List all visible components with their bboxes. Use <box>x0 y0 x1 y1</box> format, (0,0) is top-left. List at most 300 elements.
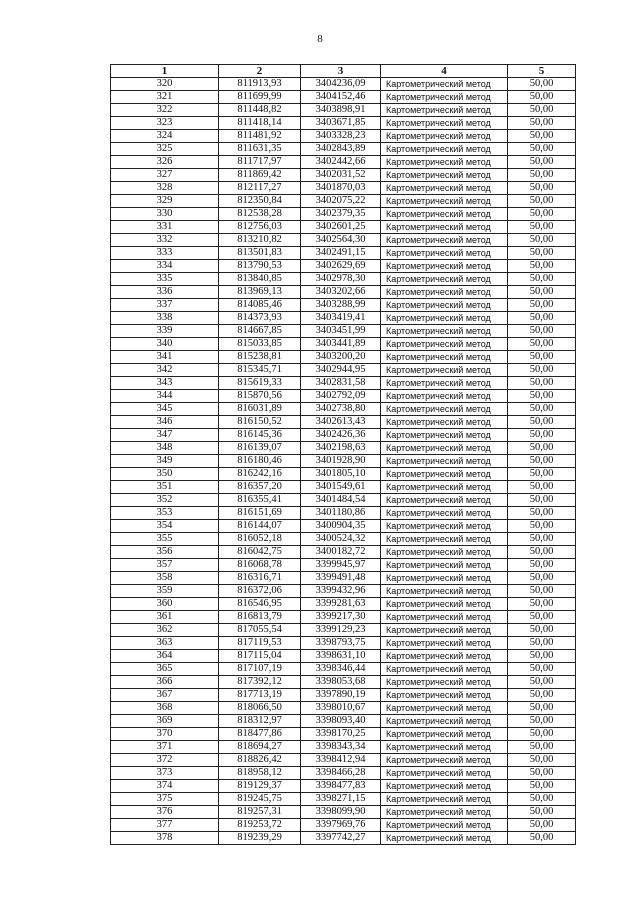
x-coordinate-cell: 811717,97 <box>219 156 301 169</box>
y-coordinate-cell: 3399491,48 <box>301 572 381 585</box>
x-coordinate-cell: 816150,52 <box>219 416 301 429</box>
method-cell: Картометрический метод <box>381 572 508 585</box>
y-coordinate-cell: 3404236,09 <box>301 78 381 91</box>
table-row <box>111 117 576 130</box>
table-row <box>111 364 576 377</box>
table-row <box>111 507 576 520</box>
point-number-cell: 363 <box>111 637 219 650</box>
method-cell: Картометрический метод <box>381 182 508 195</box>
method-cell: Картометрический метод <box>381 351 508 364</box>
y-coordinate-cell: 3401870,03 <box>301 182 381 195</box>
table-row <box>111 793 576 806</box>
y-coordinate-cell: 3397890,19 <box>301 689 381 702</box>
x-coordinate-cell: 818694,27 <box>219 741 301 754</box>
accuracy-cell: 50,00 <box>508 442 576 455</box>
table-row <box>111 416 576 429</box>
x-coordinate-cell: 816031,89 <box>219 403 301 416</box>
accuracy-cell: 50,00 <box>508 390 576 403</box>
table-row <box>111 234 576 247</box>
method-cell: Картометрический метод <box>381 117 508 130</box>
point-number-cell: 378 <box>111 832 219 845</box>
y-coordinate-cell: 3398010,67 <box>301 702 381 715</box>
method-cell: Картометрический метод <box>381 676 508 689</box>
y-coordinate-cell: 3404152,46 <box>301 91 381 104</box>
y-coordinate-cell: 3398053,68 <box>301 676 381 689</box>
table-row <box>111 819 576 832</box>
table-row <box>111 832 576 845</box>
accuracy-cell: 50,00 <box>508 104 576 117</box>
table-row <box>111 559 576 572</box>
point-number-cell: 377 <box>111 819 219 832</box>
accuracy-cell: 50,00 <box>508 117 576 130</box>
point-number-cell: 360 <box>111 598 219 611</box>
accuracy-cell: 50,00 <box>508 793 576 806</box>
table-row <box>111 91 576 104</box>
method-cell: Картометрический метод <box>381 806 508 819</box>
method-cell: Картометрический метод <box>381 481 508 494</box>
accuracy-cell: 50,00 <box>508 351 576 364</box>
accuracy-cell: 50,00 <box>508 195 576 208</box>
method-cell: Картометрический метод <box>381 91 508 104</box>
method-cell: Картометрический метод <box>381 715 508 728</box>
x-coordinate-cell: 819245,75 <box>219 793 301 806</box>
accuracy-cell: 50,00 <box>508 338 576 351</box>
table-row <box>111 754 576 767</box>
accuracy-cell: 50,00 <box>508 364 576 377</box>
point-number-cell: 350 <box>111 468 219 481</box>
method-cell: Картометрический метод <box>381 312 508 325</box>
table-row <box>111 104 576 117</box>
x-coordinate-cell: 815033,85 <box>219 338 301 351</box>
table-row <box>111 182 576 195</box>
point-number-cell: 371 <box>111 741 219 754</box>
point-number-cell: 335 <box>111 273 219 286</box>
point-number-cell: 323 <box>111 117 219 130</box>
y-coordinate-cell: 3398477,83 <box>301 780 381 793</box>
method-cell: Картометрический метод <box>381 442 508 455</box>
method-cell: Картометрический метод <box>381 663 508 676</box>
x-coordinate-cell: 818066,50 <box>219 702 301 715</box>
point-number-cell: 326 <box>111 156 219 169</box>
x-coordinate-cell: 818958,12 <box>219 767 301 780</box>
x-coordinate-cell: 811869,42 <box>219 169 301 182</box>
point-number-cell: 361 <box>111 611 219 624</box>
x-coordinate-cell: 816316,71 <box>219 572 301 585</box>
accuracy-cell: 50,00 <box>508 182 576 195</box>
accuracy-cell: 50,00 <box>508 780 576 793</box>
y-coordinate-cell: 3400904,35 <box>301 520 381 533</box>
x-coordinate-cell: 816139,07 <box>219 442 301 455</box>
method-cell: Картометрический метод <box>381 793 508 806</box>
point-number-cell: 375 <box>111 793 219 806</box>
x-coordinate-cell: 816242,16 <box>219 468 301 481</box>
table-row <box>111 455 576 468</box>
x-coordinate-cell: 816151,69 <box>219 507 301 520</box>
point-number-cell: 328 <box>111 182 219 195</box>
table-row <box>111 325 576 338</box>
x-coordinate-cell: 816546,95 <box>219 598 301 611</box>
table-row <box>111 286 576 299</box>
y-coordinate-cell: 3402075,22 <box>301 195 381 208</box>
y-coordinate-cell: 3398343,34 <box>301 741 381 754</box>
method-cell: Картометрический метод <box>381 611 508 624</box>
y-coordinate-cell: 3402031,52 <box>301 169 381 182</box>
table-row <box>111 195 576 208</box>
y-coordinate-cell: 3402379,35 <box>301 208 381 221</box>
point-number-cell: 358 <box>111 572 219 585</box>
accuracy-cell: 50,00 <box>508 130 576 143</box>
y-coordinate-cell: 3398271,15 <box>301 793 381 806</box>
table-row <box>111 130 576 143</box>
table-row <box>111 741 576 754</box>
method-cell: Картометрический метод <box>381 143 508 156</box>
table-row <box>111 468 576 481</box>
accuracy-cell: 50,00 <box>508 650 576 663</box>
x-coordinate-cell: 817107,19 <box>219 663 301 676</box>
y-coordinate-cell: 3401484,54 <box>301 494 381 507</box>
accuracy-cell: 50,00 <box>508 533 576 546</box>
accuracy-cell: 50,00 <box>508 754 576 767</box>
table-row <box>111 546 576 559</box>
method-cell: Картометрический метод <box>381 520 508 533</box>
point-number-cell: 352 <box>111 494 219 507</box>
x-coordinate-cell: 813790,53 <box>219 260 301 273</box>
y-coordinate-cell: 3402426,36 <box>301 429 381 442</box>
y-coordinate-cell: 3402944,95 <box>301 364 381 377</box>
table-row <box>111 377 576 390</box>
column-header-4: 4 <box>381 65 508 78</box>
accuracy-cell: 50,00 <box>508 143 576 156</box>
table-row <box>111 260 576 273</box>
method-cell: Картометрический метод <box>381 130 508 143</box>
x-coordinate-cell: 811631,35 <box>219 143 301 156</box>
method-cell: Картометрический метод <box>381 455 508 468</box>
method-cell: Картометрический метод <box>381 195 508 208</box>
accuracy-cell: 50,00 <box>508 494 576 507</box>
y-coordinate-cell: 3403671,85 <box>301 117 381 130</box>
table-row <box>111 208 576 221</box>
x-coordinate-cell: 816068,78 <box>219 559 301 572</box>
table-row <box>111 442 576 455</box>
method-cell: Картометрический метод <box>381 390 508 403</box>
table-row <box>111 494 576 507</box>
y-coordinate-cell: 3400182,72 <box>301 546 381 559</box>
point-number-cell: 374 <box>111 780 219 793</box>
point-number-cell: 345 <box>111 403 219 416</box>
method-cell: Картометрический метод <box>381 364 508 377</box>
accuracy-cell: 50,00 <box>508 520 576 533</box>
point-number-cell: 336 <box>111 286 219 299</box>
table-row <box>111 650 576 663</box>
table-row <box>111 728 576 741</box>
y-coordinate-cell: 3403202,66 <box>301 286 381 299</box>
x-coordinate-cell: 816042,75 <box>219 546 301 559</box>
x-coordinate-cell: 816355,41 <box>219 494 301 507</box>
accuracy-cell: 50,00 <box>508 611 576 624</box>
accuracy-cell: 50,00 <box>508 78 576 91</box>
table-row <box>111 403 576 416</box>
method-cell: Картометрический метод <box>381 156 508 169</box>
x-coordinate-cell: 816357,20 <box>219 481 301 494</box>
y-coordinate-cell: 3398631,10 <box>301 650 381 663</box>
method-cell: Картометрический метод <box>381 494 508 507</box>
accuracy-cell: 50,00 <box>508 429 576 442</box>
point-number-cell: 369 <box>111 715 219 728</box>
table-row <box>111 533 576 546</box>
y-coordinate-cell: 3401180,86 <box>301 507 381 520</box>
method-cell: Картометрический метод <box>381 832 508 845</box>
accuracy-cell: 50,00 <box>508 91 576 104</box>
y-coordinate-cell: 3397742,27 <box>301 832 381 845</box>
accuracy-cell: 50,00 <box>508 702 576 715</box>
x-coordinate-cell: 813840,85 <box>219 273 301 286</box>
x-coordinate-cell: 813210,82 <box>219 234 301 247</box>
x-coordinate-cell: 812350,84 <box>219 195 301 208</box>
x-coordinate-cell: 811418,14 <box>219 117 301 130</box>
y-coordinate-cell: 3402843,89 <box>301 143 381 156</box>
accuracy-cell: 50,00 <box>508 715 576 728</box>
point-number-cell: 338 <box>111 312 219 325</box>
x-coordinate-cell: 817119,53 <box>219 637 301 650</box>
point-number-cell: 372 <box>111 754 219 767</box>
accuracy-cell: 50,00 <box>508 741 576 754</box>
table-row <box>111 156 576 169</box>
y-coordinate-cell: 3401805,10 <box>301 468 381 481</box>
table-row <box>111 663 576 676</box>
method-cell: Картометрический метод <box>381 650 508 663</box>
method-cell: Картометрический метод <box>381 403 508 416</box>
table-row <box>111 676 576 689</box>
accuracy-cell: 50,00 <box>508 819 576 832</box>
y-coordinate-cell: 3397969,76 <box>301 819 381 832</box>
point-number-cell: 376 <box>111 806 219 819</box>
accuracy-cell: 50,00 <box>508 624 576 637</box>
method-cell: Картометрический метод <box>381 247 508 260</box>
y-coordinate-cell: 3398099,90 <box>301 806 381 819</box>
point-number-cell: 348 <box>111 442 219 455</box>
method-cell: Картометрический метод <box>381 377 508 390</box>
table-row <box>111 481 576 494</box>
y-coordinate-cell: 3402629,69 <box>301 260 381 273</box>
method-cell: Картометрический метод <box>381 819 508 832</box>
method-cell: Картометрический метод <box>381 325 508 338</box>
point-number-cell: 320 <box>111 78 219 91</box>
table-row <box>111 390 576 403</box>
accuracy-cell: 50,00 <box>508 546 576 559</box>
point-number-cell: 327 <box>111 169 219 182</box>
point-number-cell: 362 <box>111 624 219 637</box>
point-number-cell: 354 <box>111 520 219 533</box>
column-header-5: 5 <box>508 65 576 78</box>
accuracy-cell: 50,00 <box>508 637 576 650</box>
x-coordinate-cell: 814667,85 <box>219 325 301 338</box>
table-row <box>111 78 576 91</box>
point-number-cell: 329 <box>111 195 219 208</box>
x-coordinate-cell: 815619,33 <box>219 377 301 390</box>
x-coordinate-cell: 811913,93 <box>219 78 301 91</box>
accuracy-cell: 50,00 <box>508 598 576 611</box>
accuracy-cell: 50,00 <box>508 403 576 416</box>
x-coordinate-cell: 818477,86 <box>219 728 301 741</box>
point-number-cell: 343 <box>111 377 219 390</box>
accuracy-cell: 50,00 <box>508 312 576 325</box>
point-number-cell: 353 <box>111 507 219 520</box>
accuracy-cell: 50,00 <box>508 260 576 273</box>
accuracy-cell: 50,00 <box>508 221 576 234</box>
method-cell: Картометрический метод <box>381 104 508 117</box>
method-cell: Картометрический метод <box>381 741 508 754</box>
point-number-cell: 357 <box>111 559 219 572</box>
x-coordinate-cell: 817055,54 <box>219 624 301 637</box>
accuracy-cell: 50,00 <box>508 247 576 260</box>
accuracy-cell: 50,00 <box>508 559 576 572</box>
x-coordinate-cell: 812538,28 <box>219 208 301 221</box>
y-coordinate-cell: 3398093,40 <box>301 715 381 728</box>
y-coordinate-cell: 3399129,23 <box>301 624 381 637</box>
accuracy-cell: 50,00 <box>508 689 576 702</box>
method-cell: Картометрический метод <box>381 702 508 715</box>
y-coordinate-cell: 3403419,41 <box>301 312 381 325</box>
x-coordinate-cell: 811481,92 <box>219 130 301 143</box>
method-cell: Картометрический метод <box>381 533 508 546</box>
y-coordinate-cell: 3399281,63 <box>301 598 381 611</box>
method-cell: Картометрический метод <box>381 416 508 429</box>
point-number-cell: 325 <box>111 143 219 156</box>
point-number-cell: 344 <box>111 390 219 403</box>
accuracy-cell: 50,00 <box>508 156 576 169</box>
point-number-cell: 341 <box>111 351 219 364</box>
method-cell: Картометрический метод <box>381 689 508 702</box>
x-coordinate-cell: 813501,83 <box>219 247 301 260</box>
table-row <box>111 767 576 780</box>
accuracy-cell: 50,00 <box>508 273 576 286</box>
method-cell: Картометрический метод <box>381 338 508 351</box>
table-body <box>111 78 576 845</box>
accuracy-cell: 50,00 <box>508 169 576 182</box>
method-cell: Картометрический метод <box>381 780 508 793</box>
method-cell: Картометрический метод <box>381 260 508 273</box>
x-coordinate-cell: 817713,19 <box>219 689 301 702</box>
point-number-cell: 332 <box>111 234 219 247</box>
point-number-cell: 351 <box>111 481 219 494</box>
table-header-row <box>111 65 576 78</box>
point-number-cell: 322 <box>111 104 219 117</box>
table-row <box>111 715 576 728</box>
x-coordinate-cell: 819253,72 <box>219 819 301 832</box>
accuracy-cell: 50,00 <box>508 507 576 520</box>
y-coordinate-cell: 3399945,97 <box>301 559 381 572</box>
accuracy-cell: 50,00 <box>508 572 576 585</box>
x-coordinate-cell: 811699,99 <box>219 91 301 104</box>
x-coordinate-cell: 817115,04 <box>219 650 301 663</box>
accuracy-cell: 50,00 <box>508 299 576 312</box>
point-number-cell: 340 <box>111 338 219 351</box>
point-number-cell: 321 <box>111 91 219 104</box>
accuracy-cell: 50,00 <box>508 468 576 481</box>
method-cell: Картометрический метод <box>381 273 508 286</box>
accuracy-cell: 50,00 <box>508 676 576 689</box>
table-row <box>111 247 576 260</box>
point-number-cell: 366 <box>111 676 219 689</box>
point-number-cell: 339 <box>111 325 219 338</box>
accuracy-cell: 50,00 <box>508 455 576 468</box>
y-coordinate-cell: 3402978,30 <box>301 273 381 286</box>
x-coordinate-cell: 815238,81 <box>219 351 301 364</box>
accuracy-cell: 50,00 <box>508 832 576 845</box>
point-number-cell: 347 <box>111 429 219 442</box>
table-row <box>111 702 576 715</box>
point-number-cell: 342 <box>111 364 219 377</box>
x-coordinate-cell: 818312,97 <box>219 715 301 728</box>
x-coordinate-cell: 817392,12 <box>219 676 301 689</box>
table-row <box>111 221 576 234</box>
coordinates-table <box>110 64 576 845</box>
table-row <box>111 143 576 156</box>
y-coordinate-cell: 3402738,80 <box>301 403 381 416</box>
accuracy-cell: 50,00 <box>508 208 576 221</box>
x-coordinate-cell: 819257,31 <box>219 806 301 819</box>
page-number: 8 <box>317 33 323 45</box>
y-coordinate-cell: 3402564,30 <box>301 234 381 247</box>
accuracy-cell: 50,00 <box>508 416 576 429</box>
point-number-cell: 355 <box>111 533 219 546</box>
method-cell: Картометрический метод <box>381 468 508 481</box>
table-row <box>111 585 576 598</box>
y-coordinate-cell: 3399432,96 <box>301 585 381 598</box>
x-coordinate-cell: 815870,56 <box>219 390 301 403</box>
method-cell: Картометрический метод <box>381 208 508 221</box>
x-coordinate-cell: 816144,07 <box>219 520 301 533</box>
y-coordinate-cell: 3401549,61 <box>301 481 381 494</box>
method-cell: Картометрический метод <box>381 598 508 611</box>
accuracy-cell: 50,00 <box>508 728 576 741</box>
x-coordinate-cell: 816372,06 <box>219 585 301 598</box>
x-coordinate-cell: 819239,29 <box>219 832 301 845</box>
method-cell: Картометрический метод <box>381 559 508 572</box>
point-number-cell: 349 <box>111 455 219 468</box>
method-cell: Картометрический метод <box>381 221 508 234</box>
point-number-cell: 330 <box>111 208 219 221</box>
point-number-cell: 346 <box>111 416 219 429</box>
method-cell: Картометрический метод <box>381 637 508 650</box>
x-coordinate-cell: 814373,93 <box>219 312 301 325</box>
x-coordinate-cell: 818826,42 <box>219 754 301 767</box>
x-coordinate-cell: 812117,27 <box>219 182 301 195</box>
y-coordinate-cell: 3402491,15 <box>301 247 381 260</box>
x-coordinate-cell: 812756,03 <box>219 221 301 234</box>
y-coordinate-cell: 3403898,91 <box>301 104 381 117</box>
table-row <box>111 520 576 533</box>
accuracy-cell: 50,00 <box>508 286 576 299</box>
point-number-cell: 373 <box>111 767 219 780</box>
point-number-cell: 370 <box>111 728 219 741</box>
y-coordinate-cell: 3402613,43 <box>301 416 381 429</box>
accuracy-cell: 50,00 <box>508 767 576 780</box>
y-coordinate-cell: 3401928,90 <box>301 455 381 468</box>
x-coordinate-cell: 816145,36 <box>219 429 301 442</box>
table-row <box>111 351 576 364</box>
accuracy-cell: 50,00 <box>508 377 576 390</box>
point-number-cell: 337 <box>111 299 219 312</box>
table-row <box>111 689 576 702</box>
table-row <box>111 637 576 650</box>
y-coordinate-cell: 3402601,25 <box>301 221 381 234</box>
table-row <box>111 806 576 819</box>
table-row <box>111 273 576 286</box>
x-coordinate-cell: 811448,82 <box>219 104 301 117</box>
y-coordinate-cell: 3398793,75 <box>301 637 381 650</box>
y-coordinate-cell: 3400524,32 <box>301 533 381 546</box>
